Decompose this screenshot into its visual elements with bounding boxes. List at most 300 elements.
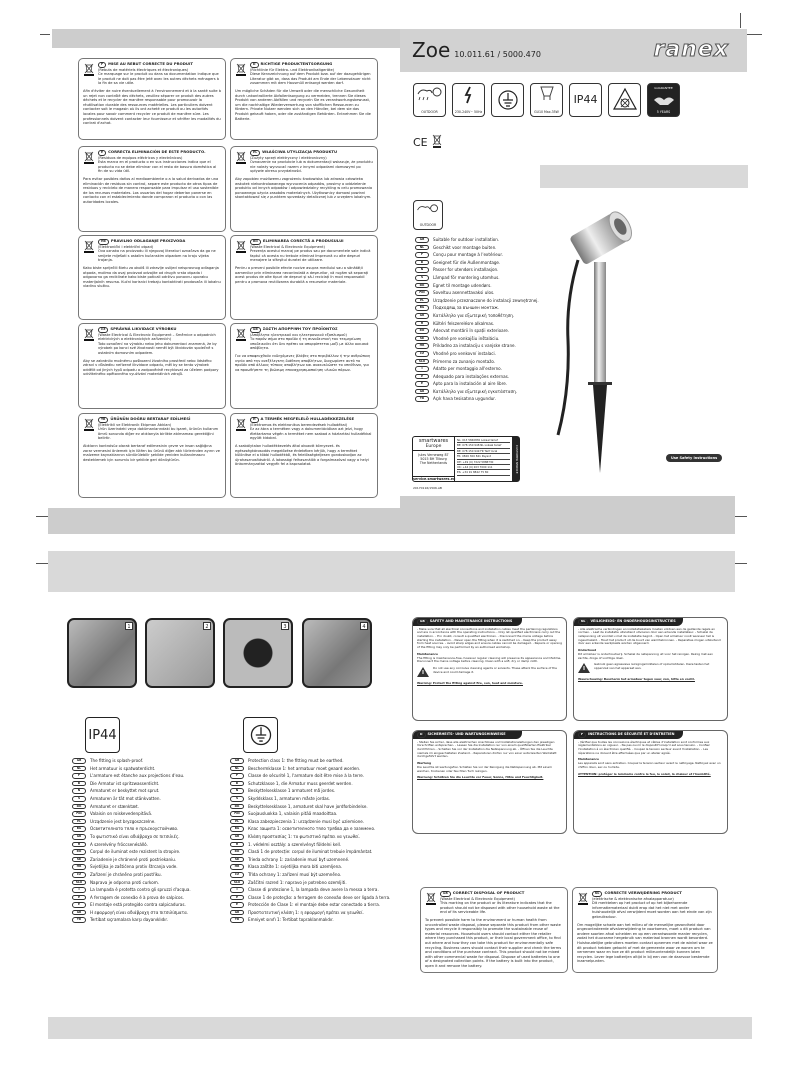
list-item bbox=[415, 358, 539, 366]
language-code: GR bbox=[230, 910, 244, 916]
disposal-box bbox=[78, 146, 226, 232]
list-item bbox=[415, 373, 539, 381]
service-phone: BE: 078 150 949 FR Tarif local bbox=[457, 449, 510, 454]
language-code: RO bbox=[72, 849, 86, 855]
disposal-subtitle: (Απόβλητα ηλεκτρικού και ηλεκτρονικού εξοπλισμού) bbox=[250, 332, 347, 337]
list-item bbox=[230, 901, 390, 909]
language-code: DK bbox=[72, 804, 86, 810]
list-item bbox=[415, 289, 539, 297]
disposal-box bbox=[78, 323, 226, 409]
warning-row bbox=[578, 663, 723, 675]
list-item-text: A ferragem de conexão é à prova de salpicos. bbox=[90, 894, 184, 900]
fold-band-1b bbox=[400, 496, 735, 534]
disposal-box bbox=[230, 235, 378, 320]
step-number: 3 bbox=[281, 622, 289, 630]
weee-bin-icon bbox=[235, 150, 247, 164]
list-item bbox=[72, 879, 191, 887]
language-code: CZ bbox=[98, 327, 108, 333]
list-item bbox=[72, 833, 191, 841]
list-item-text: Classe di protezione 1, la lampada deve avere la messa a terra. bbox=[248, 887, 379, 893]
list-item-text: Valaisin on roiskevedenpitävä. bbox=[90, 811, 153, 817]
disposal-intro: Ova oznaka na proizvodu ili njegovoj literaturi označava da ga ne smijete miješati s ostalim kućanskim otpadom na kraju vijeka trajanja. bbox=[98, 249, 216, 263]
list-item bbox=[72, 780, 191, 788]
footer-band bbox=[48, 1017, 752, 1039]
language-code: H bbox=[72, 842, 86, 848]
list-item-text: Het armatuur is spatwaterdicht. bbox=[90, 765, 156, 771]
list-item-text: Осветителното тяло е пръскоустойчиво. bbox=[90, 826, 179, 832]
list-item bbox=[230, 810, 390, 818]
list-item bbox=[72, 841, 191, 849]
safety-footer: Waarschuwing: Bescherm het armatuur tegen vuur, zon, hitte en vocht. bbox=[578, 676, 695, 681]
language-code: GB bbox=[415, 237, 429, 243]
language-code: S bbox=[415, 275, 429, 281]
list-item-text: Klasa zaštite 1: svjetiljka mora biti uzemljena. bbox=[248, 864, 343, 870]
language-code: N bbox=[415, 267, 429, 273]
smartwares-logo: smartwares Europe bbox=[413, 437, 454, 451]
disposal-title: SPRÁVNÁ LIKVIDACE VÝROBKU bbox=[110, 326, 177, 331]
ce-mark: CE bbox=[413, 136, 428, 149]
list-item-text: Η εφαρμογή είναι αδιάβροχη στα πιτσιλίσματα. bbox=[90, 909, 189, 915]
list-item-text: Protection class 1: the fitting must be earthed. bbox=[248, 758, 344, 763]
language-code: GB bbox=[230, 758, 244, 764]
warning-row bbox=[417, 667, 562, 679]
language-code: I bbox=[415, 366, 429, 372]
list-item bbox=[72, 856, 191, 864]
list-item-text: La lampada è protetta contro gli spruzzi d'acqua. bbox=[90, 887, 191, 893]
language-code: E bbox=[415, 381, 429, 387]
outdoor-list bbox=[415, 236, 539, 403]
language-code: H bbox=[230, 842, 244, 848]
guarantee-icon bbox=[647, 83, 680, 117]
list-item-text: Προστατευτική κλάση 1: η εφαρμογή πρέπει να γειωθεί. bbox=[248, 909, 364, 915]
list-item bbox=[72, 795, 191, 803]
weee-bin-icon bbox=[425, 891, 437, 905]
list-item bbox=[72, 886, 191, 894]
language-code: TR bbox=[98, 417, 108, 423]
disposal-box bbox=[420, 887, 568, 973]
list-item-text: Egnet til montage udendørs. bbox=[433, 282, 492, 288]
list-item bbox=[230, 871, 390, 879]
language-code: NL bbox=[72, 766, 86, 772]
safety-title bbox=[413, 731, 522, 739]
step-photo-3 bbox=[223, 618, 293, 688]
safety-title-text: VEILIGHEIDS- EN ONDERHOUDSINSTRUCTIES bbox=[590, 619, 676, 623]
safety-box bbox=[573, 730, 728, 834]
list-item bbox=[72, 825, 191, 833]
list-item bbox=[415, 350, 539, 358]
list-item-text: The fitting is splash-proof. bbox=[90, 758, 144, 763]
list-item bbox=[415, 312, 539, 320]
list-item-text: Το φωτιστικό είναι αδιάβροχο σε πιτσιλιές. bbox=[90, 833, 180, 839]
disposal-text: Kako biste spriječili štetu za okoliš ili zdravlje uslijed neispravnog odlaganja otpada, molimo da ovaj proizvod odvojite od drugih vrsta otpada i odgovorno ga reciklirate kako biste poticali održivu ponovnu uporabu materijalnih resursa. Kućni korisnici trebaju kontaktirati prodavača ili lokalnu vladinu službu. bbox=[83, 265, 221, 289]
disposal-text: Para evitar posibles daños al medioambiente o a la salud derivados de una eliminación de residuos sin control, separe este producto de otros tipos de residuos y recíclelo de manera responsable para impulsar el uso sostenible de los recursos materiales. Los usuarios del hogar deberían ponerse en contacto con el establecimiento donde compraron el producto o con las autoridades locales. bbox=[83, 176, 219, 204]
list-item bbox=[230, 841, 390, 849]
language-code: F bbox=[72, 773, 86, 779]
language-code: N bbox=[230, 788, 244, 794]
language-code: DK bbox=[415, 283, 429, 289]
disposal-subtitle: (Elektromos és elektronikus berendezések hulladékai) bbox=[250, 422, 348, 427]
language-code: I bbox=[230, 887, 244, 893]
crop-mark bbox=[36, 563, 48, 564]
product-name: Zoe bbox=[412, 38, 451, 62]
disposal-title: PRAVILNO ODLAGANJE PROIZVODA bbox=[110, 238, 186, 243]
list-item-text: Apto para la instalación al aire libre. bbox=[433, 381, 508, 387]
disposal-subtitle: (Waste Electrical & Electronic Equipment) bbox=[250, 244, 325, 249]
disposal-intro: Esta marca en el producto o en sus instrucciones indica que el producto no se debe eliminar con el resto de basura doméstica al fin de su vida útil. bbox=[98, 160, 217, 174]
list-item-text: Κατάλληλο για εξωτερική εγκατάσταση. bbox=[433, 388, 518, 394]
crop-mark bbox=[735, 563, 747, 564]
disposal-text: Atıkların kontrolsüz olarak bertaraf edilmesinin çevre ve insan sağlığına zarar vermesini önlemek için lütfen bu ürünü diğer atık türlerinden ayırın ve malzeme kaynaklarının sürdürülebilir şekilde yeniden kullanılmasını desteklemek için sorumlu bir şekilde geri dönüştürün. bbox=[83, 443, 220, 462]
list-item bbox=[415, 236, 539, 244]
language-code: D bbox=[250, 62, 259, 68]
list-item bbox=[72, 772, 191, 780]
safety-box bbox=[573, 617, 728, 721]
language-code: HR bbox=[98, 239, 109, 245]
no-cover-icon bbox=[608, 83, 641, 117]
safety-body: - Alle elektrische verbindingen en installatiekabels moeten voldoen aan de geldende regels en normen. - Laat de installatie uitsluitend uitvoeren door een erkende installateur. - Schakel de netspanning uit voordat u met de installatie begint. - Open het armatuur nooit wanneer het is ingeschakeld. - Houd het product uit de buurt van warmtebronnen. - Reparaties mogen uitsluitend door een erkende werkplaats worden uitgevoerd. bbox=[578, 626, 721, 646]
maintenance-heading: Maintenance bbox=[578, 757, 599, 762]
step-photo-4 bbox=[302, 618, 372, 688]
language-code: D bbox=[415, 260, 429, 266]
maintenance-heading: Wartung bbox=[417, 761, 432, 766]
weee-bin-icon bbox=[83, 150, 95, 164]
language-code: DK bbox=[230, 804, 244, 810]
language-code: HR bbox=[230, 864, 244, 870]
disposal-intro: Ez az ábra a terméken vagy a dokumentációban azt jelzi, hogy élettartama végén a terméket nem szabad a háztartási hulladékkal együtt kidobni. bbox=[250, 427, 372, 441]
language-code: E bbox=[230, 902, 244, 908]
language-code: CZ bbox=[72, 872, 86, 878]
disposal-title: MISE AU REBUT CORRECTE DU PRODUIT bbox=[108, 61, 194, 66]
fold-band-2 bbox=[48, 551, 735, 592]
list-item bbox=[72, 810, 191, 818]
customer-service-box bbox=[412, 436, 520, 482]
language-code: CZ bbox=[230, 872, 244, 878]
language-code: SK bbox=[72, 857, 86, 863]
voltage-icon bbox=[452, 83, 485, 117]
safety-title bbox=[574, 618, 683, 626]
language-code: TR bbox=[415, 396, 429, 402]
guarantee-years: 5 YEARS bbox=[656, 110, 671, 114]
maintenance-heading: Maintenance bbox=[417, 651, 438, 656]
service-website[interactable]: service.smartwares.eu bbox=[413, 477, 456, 481]
safety-body: - Make sure that all electrical connections and installation cables meet the pertaining regulations and are in accordance with the operating instructions. - Only let qualified electricians carry out the installation. - If in doubt, consult a qualified electrician. - Disconnect the mains voltage before starting the installation. - Never open the fitting when it is switched on. - Keep the product away from heat sources. - Avoid sharp edges and ensure cables cannot be damaged. - Repairs or opening of the fitting may only be performed by an authorised workshop. bbox=[417, 626, 562, 650]
disposal-intro: Oznaczenie na produkcie lub w dokumentacji wskazuje, że produktu nie należy wyrzucać razem z innymi odpadami domowymi po upływie okresu przydatności. bbox=[250, 160, 373, 174]
disposal-text: Pentru a preveni posibile efecte nocive asupra mediului sau a sănătății oamenilor prin eliminarea necontrolată a deșeurilor, vă rugăm să separați acest produs de alte tipuri de deșeuri și să-l reciclați în mod responsabil pentru a promova reutilizarea durabilă a resurselor materiale. bbox=[235, 265, 369, 284]
disposal-text: Om mogelijke schade aan het milieu of de menselijke gezondheid door ongecontroleerde afvalverwijdering te voorkomen, moet u dit product van andere soorten afval scheiden en op een verantwoorde manier recyclen, zodat het duurzame hergebruik van materiaal bronnen wordt bevorderd. Huishoudelijke gebruikers moeten contact opnemen met de winkel waar ze dit product hebben gekocht of met de gemeente waar ze wonen om te vernemen waar en hoe ze dit product milieuvriendelijk kunnen laten recyclen. Lever lege batterijen altijd in bij een van de daarvoor bestemde inzamelpunten. bbox=[577, 922, 713, 964]
list-item-text: Conçu pour montage à l'extérieur. bbox=[433, 252, 504, 258]
language-code: NL bbox=[230, 766, 244, 772]
safety-title bbox=[574, 731, 683, 739]
list-item bbox=[72, 757, 191, 765]
outdoor-label: OUTDOOR bbox=[419, 223, 437, 227]
title-bar bbox=[400, 29, 747, 72]
outdoor-label: OUTDOOR bbox=[421, 110, 438, 114]
disposal-subtitle: (Residuos de equipos eléctricos y electrónicos) bbox=[98, 155, 183, 160]
list-item bbox=[415, 297, 539, 305]
list-item-text: Classe 1 de proteção: a ferragem de conexão deve ser ligada à terra. bbox=[248, 894, 391, 900]
language-code: GR bbox=[415, 389, 429, 395]
fold-band-1 bbox=[48, 508, 400, 534]
list-item bbox=[230, 909, 390, 917]
language-code: CZ bbox=[415, 351, 429, 357]
language-code: SK bbox=[415, 336, 429, 342]
list-item bbox=[415, 335, 539, 343]
language-code: F bbox=[415, 252, 429, 258]
list-item bbox=[72, 787, 191, 795]
maintenance-body: Dit armatuur is onderhoudsvrij. Schakel de netspanning uit voor het reinigen. Reinig met een zachte, droge of vochtige doek. bbox=[578, 651, 713, 660]
step-number: 2 bbox=[203, 622, 211, 630]
list-item bbox=[415, 327, 539, 335]
disposal-subtitle: (Elektrikli ve Elektronik Ekipman Atıkları) bbox=[98, 422, 172, 427]
outdoor-icon-large bbox=[413, 200, 443, 230]
maintenance-body: The fitting is maintenance-free, however regular cleaning will preserve its appearance and lifetime. Disconnect the mains voltage before cleaning. Clean with a soft, dry or damp cloth. bbox=[417, 655, 562, 664]
list-item bbox=[230, 848, 390, 856]
language-code: E bbox=[72, 902, 86, 908]
list-item bbox=[72, 863, 191, 871]
customer-service-label: CUSTOMER SERVICE bbox=[512, 437, 519, 481]
language-code: HR bbox=[72, 864, 86, 870]
list-item bbox=[230, 879, 390, 887]
list-item bbox=[230, 780, 390, 788]
language-code: E bbox=[98, 150, 106, 156]
language-code: GR bbox=[72, 834, 86, 840]
list-item-text: Suojausluokka 1, valaisin pitää maadoittaa. bbox=[248, 811, 338, 817]
language-code: FIN bbox=[230, 811, 244, 817]
disposal-intro: Ürün üzerindeki veya dokümanlarındaki bu işaret, ürünün kullanım ömrü sonunda diğer ev atıklarıyla birlikte atılmaması gerektiğini belirtir. bbox=[98, 427, 219, 441]
list-item-text: Zařízení je chráněno proti postřiku. bbox=[90, 871, 162, 877]
list-item-text: Adequado para instalações externas. bbox=[433, 373, 510, 379]
list-item-text: Zaščitni razred 1: napravo je potrebno ozemljiti. bbox=[248, 879, 347, 885]
safety-body: - Stellen Sie sicher, dass alle elektrischen Anschlüsse und Installationsleitungen den jeweiligen Vorschriften entsprechen. - Lassen Sie die Installation nur von einem qualifizierten Elektriker durchführen. - Schalten Sie vor der Installation die Netzspannung ab. - Öffnen Sie die Leuchte niemals im eingeschalteten Zustand. - Reparaturen dürfen nur von einer autorisierten Werkstatt durchgeführt werden. bbox=[417, 739, 557, 759]
weee-bin-icon bbox=[235, 239, 247, 253]
disposal-box bbox=[230, 323, 378, 409]
language-code: GR bbox=[230, 834, 244, 840]
product-codes: 10.011.61 / 5000.470 bbox=[454, 50, 541, 59]
disposal-subtitle: (elektrische & elektronische afvalapparatuur) bbox=[592, 896, 674, 901]
language-code: BG bbox=[72, 826, 86, 832]
crop-mark bbox=[740, 13, 741, 28]
language-code: SK bbox=[230, 857, 244, 863]
language-code: FIN bbox=[72, 811, 86, 817]
safety-title-text: SAFETY AND MAINTENANCE INSTRUCTIONS bbox=[429, 619, 513, 623]
list-item-text: Geeignet für die Außenmontage. bbox=[433, 259, 501, 265]
list-item-text: Urządzenie przeznaczone do instalacji zewnętrznej. bbox=[433, 297, 539, 303]
list-item bbox=[415, 282, 539, 290]
list-item bbox=[230, 787, 390, 795]
list-item bbox=[415, 320, 539, 328]
list-item bbox=[415, 395, 539, 403]
language-code: S bbox=[230, 796, 244, 802]
language-code: GR bbox=[72, 910, 86, 916]
language-code: SLO bbox=[230, 880, 244, 886]
list-item-text: Armaturet er beskyttet mot sprut. bbox=[90, 788, 160, 794]
disposal-text: To prevent possible harm to the environment or human health from uncontrolled waste disposal, please separate this product from other waste types and recycle it responsibly to promote the sustainable reuse of material resources. Household users should contact either the retailer where they purchased this product, or their local government office, to find out where and how they can take this product for environmentally safe recycling. Business users should contact their supplier and check the terms and conditions of the purchase contract. This product should not be mixed with other commercial waste for disposal. Dispose of used batteries to one of a designated collection points. If the battery is built into the product, open it and remove the battery. bbox=[425, 917, 562, 968]
list-item bbox=[72, 916, 191, 924]
step-number: 4 bbox=[360, 622, 368, 630]
guarantee-label: GUARANTEE bbox=[654, 86, 673, 90]
disposal-title: ÜRÜNÜN DOĞRU BERTARAF EDİLMESİ bbox=[110, 416, 191, 421]
language-code: PL bbox=[250, 150, 260, 156]
list-item-text: Schutzklasse 1, die Armatur muss geerdet werden. bbox=[248, 780, 353, 786]
disposal-subtitle: (Rebuts de matériels électriques et électroniques) bbox=[98, 67, 189, 72]
list-item-text: Κατάλληλο για εξωτερική τοποθέτηση. bbox=[433, 312, 515, 318]
list-item bbox=[72, 909, 191, 917]
weee-bin-icon bbox=[235, 417, 247, 431]
language-code: F bbox=[230, 773, 244, 779]
list-item bbox=[415, 259, 539, 267]
list-item-text: Geschikt voor montage buiten. bbox=[433, 244, 497, 250]
safety-box bbox=[412, 730, 567, 834]
list-item-text: Beskyttelsesklasse 1, armaturet skal have jordforbindelse. bbox=[248, 803, 368, 809]
weee-bin-icon bbox=[235, 62, 247, 76]
language-code: GB bbox=[417, 619, 428, 625]
disposal-box bbox=[230, 58, 378, 140]
language-code: NL bbox=[592, 891, 602, 897]
protection-class-icon bbox=[491, 83, 524, 117]
step-photo-1 bbox=[67, 618, 137, 688]
service-phone: BE: 078 150 948 NL Lokaal tarief bbox=[457, 443, 510, 448]
list-item-text: Passer for utendørs installasjon. bbox=[433, 267, 499, 273]
list-item-text: Protección de Clase 1: el montaje debe estar conectado a tierra. bbox=[248, 902, 381, 908]
image-band bbox=[540, 165, 748, 188]
product-title bbox=[412, 38, 541, 62]
disposal-intro: Toto označení na výrobku nebo jeho dokumentaci znamená, že by výrobek po konci své životnosti neměl být likvidován společně s ostatním domovním odpadem. bbox=[98, 341, 217, 355]
document-number: 20170116/1506.AB bbox=[413, 486, 442, 490]
list-item-text: Zariadenie je chránené proti postriekaniu. bbox=[90, 856, 177, 862]
list-item-text: Vhodné pro venkovní instalaci. bbox=[433, 350, 496, 356]
disposal-box bbox=[78, 235, 226, 320]
list-item bbox=[230, 818, 390, 826]
list-item bbox=[415, 342, 539, 350]
list-item bbox=[72, 901, 191, 909]
weee-bin-icon bbox=[83, 417, 95, 431]
service-phone: NL: 013 5840830 Lokaal tarief bbox=[457, 438, 510, 443]
list-item-text: Trieda ochrany 1: zariadenie musí byť uzemnené. bbox=[248, 856, 350, 862]
language-code: GR bbox=[250, 327, 261, 333]
disposal-intro: Dit merkteken op het product of op het bijbehorende informatiemateriaal duidt erop dat het niet met ander huishoudelijk afval verwijderd moet worden aan het einde van zijn gebruiksduur. bbox=[592, 901, 712, 919]
disposal-text: Um mögliche Schäden für die Umwelt oder die menschliche Gesundheit durch unkontrollierte Abfallentsorgung zu vermeiden, trennen Sie dieses Produkt von anderen Abfällen und recyceln Sie es verantwortungsbewusst, um die nachhaltige Wiederverwertung von stofflichen Ressourcen zu fördern. Private Nutzer wenden sich an den Händler, bei dem sie das Produkt gekauft haben, oder die zuständigen Behörden. Entnehmen Sie die Batterie. bbox=[235, 88, 371, 121]
maintenance-heading: Onderhoud bbox=[578, 648, 597, 653]
safety-instructions-badge: Use Safety Instructions bbox=[666, 454, 722, 462]
warning-text: Gebruik geen agressieve reinigingsmiddelen of oplosmiddelen. Deze tasten het oppervlak van het apparaat aan. bbox=[594, 662, 710, 670]
disposal-subtitle: (Richtlinie für Elektro- und Elektronikaltgeräte) bbox=[250, 67, 335, 72]
language-code: D bbox=[230, 781, 244, 787]
list-item-text: Tertibat sıçramalara karşı dayanıklıdır. bbox=[90, 917, 168, 923]
language-code: RO bbox=[230, 849, 244, 855]
disposal-subtitle: (Waste Electrical & Electronic Equipment) bbox=[440, 896, 515, 901]
disposal-title: CORRECTE VERWIJDERING PRODUCT bbox=[604, 890, 682, 895]
list-item-text: Vhodné pre vonkajšiu inštaláciu. bbox=[433, 335, 500, 341]
earth-icon-large bbox=[243, 717, 278, 753]
list-item-text: Svjetiljka je zaštićena protiv štrcanja vode. bbox=[90, 864, 178, 870]
list-item-text: Primerno za zunanjo montažo. bbox=[433, 358, 496, 364]
spotlight-product-image bbox=[550, 200, 660, 475]
list-item-text: A szerelvény fröccsenésálló. bbox=[90, 841, 148, 847]
list-item bbox=[230, 886, 390, 894]
gu10-bulb-icon bbox=[530, 83, 563, 117]
language-code: F bbox=[578, 732, 586, 738]
language-code: TR bbox=[72, 917, 86, 923]
safety-title-text: SICHERHEITS- UND WARTUNGSHINWEISE bbox=[427, 732, 506, 736]
disposal-box bbox=[230, 146, 378, 232]
list-item-text: 1. védelmi osztály: a szerelvényt földelni kell. bbox=[248, 841, 342, 847]
list-item-text: Beschermklasse 1: het armatuur moet geaard worden. bbox=[248, 765, 361, 771]
warning-text: Do not use any corrosive cleaning agents or solvents. These attack the surface of the device and could damage it. bbox=[433, 665, 557, 674]
language-code: D bbox=[417, 732, 426, 738]
safety-title bbox=[413, 618, 522, 626]
language-code: RO bbox=[415, 328, 429, 334]
list-item bbox=[230, 803, 390, 811]
disposal-subtitle: (Zużyty sprzęt elektryczny i elektroniczny) bbox=[250, 155, 327, 160]
disposal-box bbox=[78, 413, 226, 498]
weee-bin-icon bbox=[432, 134, 442, 153]
voltage-label: 230-240V~ 50Hz bbox=[454, 110, 483, 114]
service-phone-list bbox=[455, 437, 512, 481]
list-item-text: Třída ochrany 1: zařízení musí být uzemněno. bbox=[248, 871, 342, 877]
language-code: GB bbox=[72, 758, 86, 764]
language-code: GR bbox=[415, 313, 429, 319]
service-phone: UK: +44 (0) 203 7000 111 bbox=[457, 465, 510, 470]
list-item-text: Soveltuu asennettavaksi ulos. bbox=[433, 290, 495, 296]
list-item bbox=[230, 916, 390, 924]
list-item-text: Clasă 1 de protecție: corpul de iluminat trebuie împământat. bbox=[248, 849, 373, 855]
earth-list bbox=[230, 757, 390, 924]
bulb-label: GU10 Max.35W bbox=[534, 110, 559, 114]
list-item-text: Suitable for outdoor installation. bbox=[433, 237, 500, 242]
disposal-title: CORRECTA ELIMINACIÓN DE ESTE PRODUCTO. bbox=[108, 149, 206, 154]
disposal-text: Aby se zabránilo možnému poškození životního prostředí nebo lidského zdraví v důsledku neřízené likvidace odpadu, měl by se tento výrobek oddělit od jiných typů odpadu a zodpovědně recyklovat za účelem podpory udržitelného opětovného využívání materiálních zdrojů. bbox=[83, 358, 219, 377]
language-code: RO bbox=[250, 239, 261, 245]
crop-mark bbox=[36, 516, 48, 517]
disposal-title: WŁAŚCIWA UTYLIZACJA PRODUKTU bbox=[262, 149, 338, 154]
list-item-text: Prikladno za instalaciju s vanjske strane. bbox=[433, 343, 516, 349]
language-code: TR bbox=[230, 917, 244, 923]
warning-icon bbox=[578, 663, 590, 675]
service-address: Jules Verneweg 87 5015 BH Tilburg The Netherlands bbox=[418, 453, 449, 465]
list-item bbox=[72, 871, 191, 879]
list-item-text: L'armature est étanche aux projections d'eau. bbox=[90, 773, 185, 779]
weee-bin-icon bbox=[83, 239, 95, 253]
disposal-intro: Το παρόν σήμα στο προϊόν ή τη συνοδευτική του τεκμηρίωση υποδεικνύει ότι δεν πρέπει να απορρίπτεται μαζί με άλλα οικιακά απόβλητα. bbox=[250, 337, 369, 351]
language-code: H bbox=[250, 417, 259, 423]
language-code: NL bbox=[415, 245, 429, 251]
list-item-text: Emniyet sınıfı 1: Tertibat topraklanmalıdır. bbox=[248, 917, 334, 923]
list-item bbox=[72, 848, 191, 856]
warning-icon bbox=[417, 667, 429, 679]
language-code: S bbox=[72, 796, 86, 802]
language-code: I bbox=[72, 887, 86, 893]
ranex-logo: ranex bbox=[653, 37, 729, 62]
safety-footer: Warnung: Schützen Sie die Leuchte vor Feuer, Sonne, Hitze und Feuchtigkeit. bbox=[417, 775, 544, 780]
language-code: PL bbox=[415, 298, 429, 304]
list-item bbox=[230, 795, 390, 803]
outdoor-icon bbox=[413, 83, 446, 117]
disposal-title: RICHTIGE PRODUKTENTSORGUNG bbox=[260, 61, 333, 66]
list-item bbox=[415, 380, 539, 388]
language-code: F bbox=[98, 62, 106, 68]
disposal-title: ΣΩΣΤΗ ΑΠΟΡΡΙΨΗ ΤΟΥ ΠΡΟΪΟΝΤΟΣ bbox=[262, 326, 338, 331]
list-item bbox=[230, 765, 390, 773]
crop-mark bbox=[40, 34, 50, 35]
list-item bbox=[230, 833, 390, 841]
list-item bbox=[72, 894, 191, 902]
list-item-text: Adecvat montării în spații exterioare. bbox=[433, 328, 510, 334]
list-item bbox=[230, 757, 390, 765]
language-code: NL bbox=[578, 619, 588, 625]
disposal-text: Afin d'éviter de nuire éventuellement à l'environnement et à la santé suite à un rejet non contrôlé des déchets, veuillez séparer ce produit des autres déchets et le recycler de manière responsable pour promouvoir la réutilisation durable des ressources matérielles. Les particuliers doivent contacter soit le magasin où ils ont acheté ce produit ou les autorités locales pour savoir comment recycler ce produit de manière sûre. Les professionnels doivent contacter leur fournisseur et vérifier les modalités du contrat d'achat. bbox=[83, 88, 221, 126]
disposal-text: Aby zapobiec możliwemu zagrożeniu środowiska lub zdrowia człowieka wskutek niekontrolowanego wyrzucenia odpadów, prosimy o oddzielenie produktu od innych odpadów i odpowiedzialny recykling w celu promowania ponownego użycia zasobów materialnych. Użytkownicy domowi powinni skontaktować się z punktem sprzedaży detalicznej lub z urzędem lokalnym. bbox=[235, 176, 373, 200]
list-item-text: Corpul de iluminat este rezistent la stropire. bbox=[90, 849, 181, 855]
